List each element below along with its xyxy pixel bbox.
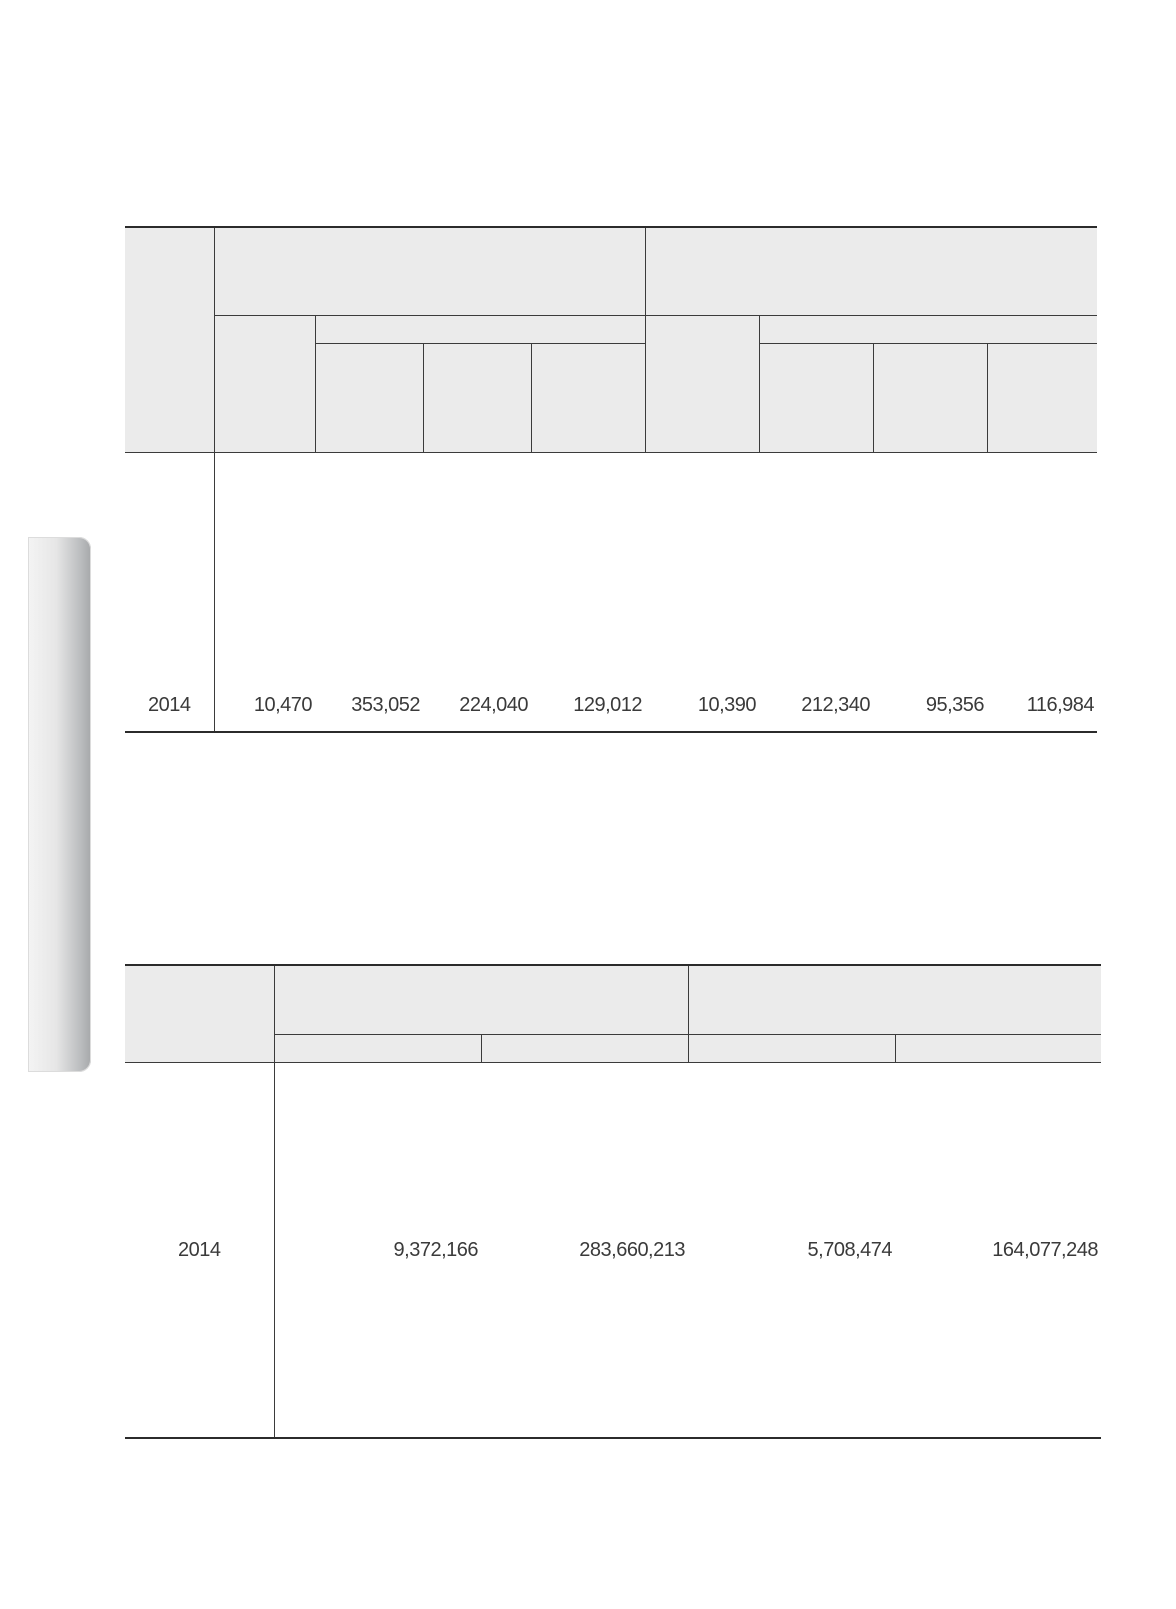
header-g1-sub-1 — [315, 344, 423, 453]
cell-value: 10,470 — [253, 694, 312, 716]
header-year — [125, 227, 214, 453]
header-year — [125, 965, 274, 1063]
header-g1-sub-2 — [423, 344, 531, 453]
cell-value: 9,372,166 — [393, 1238, 478, 1261]
statistics-table-2 — [125, 964, 1101, 1439]
header-g2-sub-3 — [987, 344, 1097, 453]
cell-value: 353,052 — [351, 694, 420, 716]
table-row — [125, 1063, 1101, 1439]
header-group-1 — [274, 965, 688, 1035]
cell-value: 224,040 — [459, 694, 528, 716]
cell-value: 129,012 — [573, 694, 642, 716]
cell-value: 212,340 — [801, 694, 870, 716]
cell-value: 283,660,213 — [579, 1238, 685, 1261]
header-g1-sub-1 — [274, 1035, 481, 1063]
header-g1-subgroup — [315, 316, 645, 344]
table-2 — [125, 964, 1101, 1439]
header-g2-sub-1 — [688, 1035, 895, 1063]
table-1 — [125, 226, 1097, 733]
header-group-2 — [645, 227, 1097, 316]
header-g2-sub-2 — [895, 1035, 1101, 1063]
row-year: 2014 — [125, 453, 214, 733]
cell-value: 116,984 — [1026, 694, 1094, 716]
side-section-tab — [28, 537, 91, 1072]
header-group-1 — [214, 227, 645, 316]
table-row — [125, 453, 1097, 733]
header-g1-col-1 — [214, 316, 315, 453]
cell-value: 164,077,248 — [992, 1238, 1098, 1261]
cell-value: 5,708,474 — [807, 1238, 892, 1261]
statistics-table-1 — [125, 226, 1097, 733]
header-g2-col-1 — [645, 316, 759, 453]
header-g2-subgroup — [759, 316, 1097, 344]
header-g2-sub-2 — [873, 344, 987, 453]
header-g1-sub-3 — [531, 344, 645, 453]
header-g2-sub-1 — [759, 344, 873, 453]
cell-value: 95,356 — [925, 694, 984, 716]
header-group-2 — [688, 965, 1101, 1035]
row-year: 2014 — [125, 1063, 274, 1439]
header-g1-sub-2 — [481, 1035, 688, 1063]
cell-value: 10,390 — [697, 694, 756, 716]
